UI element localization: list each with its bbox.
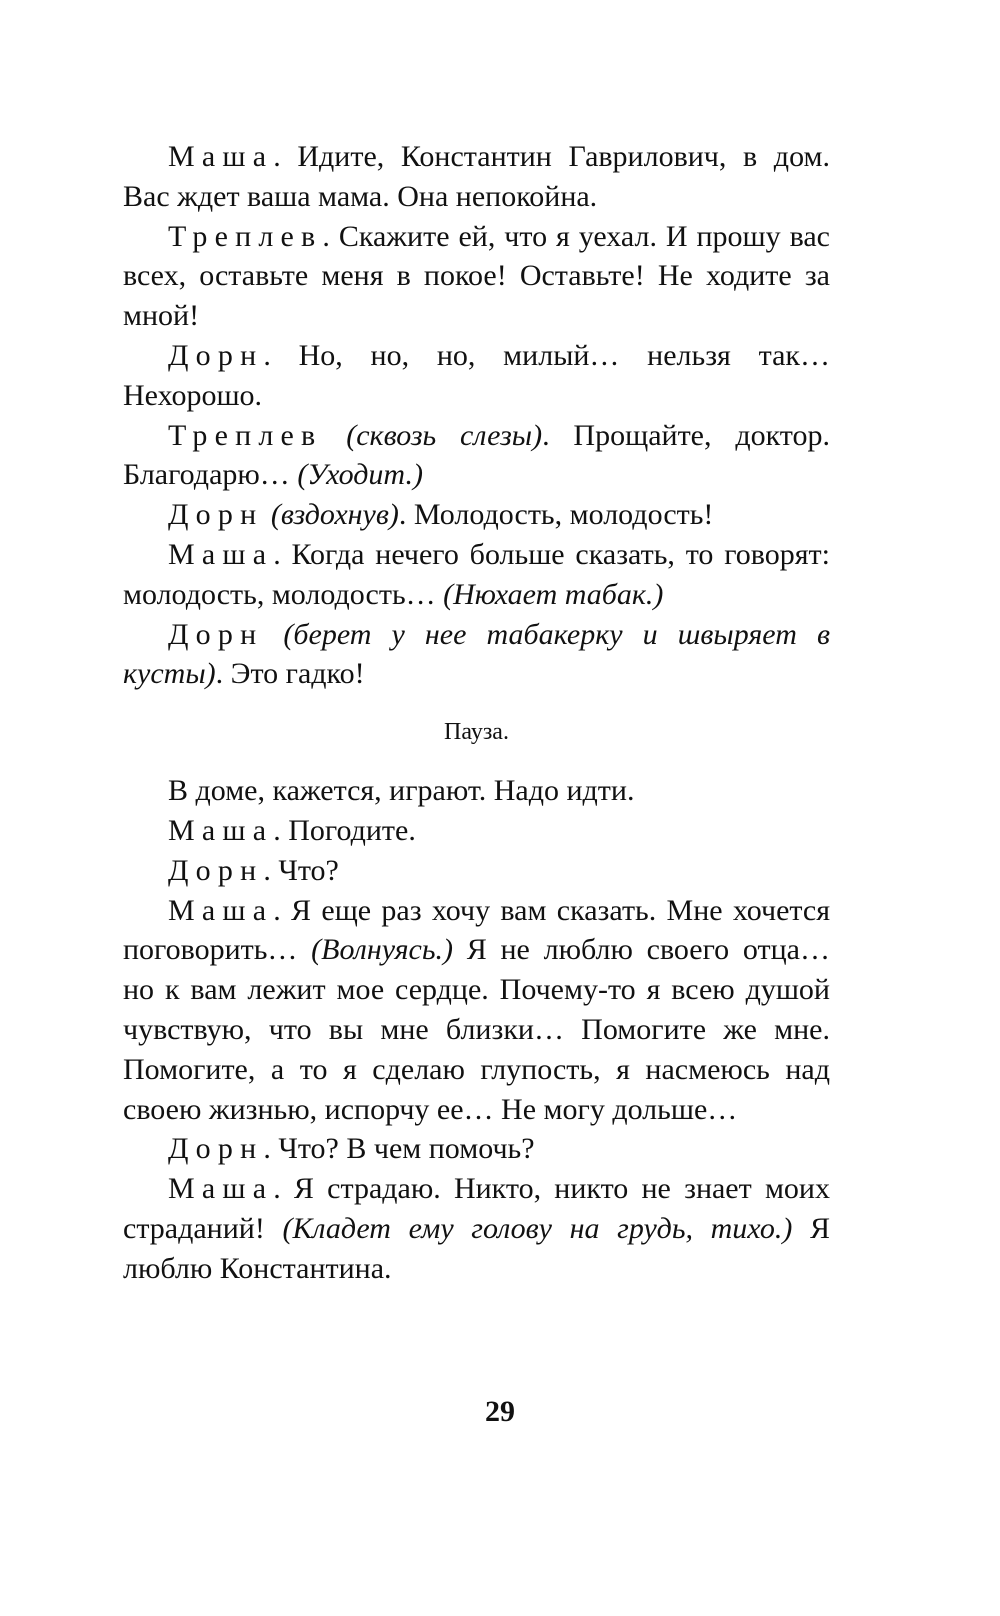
page-number: 29 (485, 1395, 515, 1428)
speaker-name: Маша (168, 813, 274, 847)
speech-text: . Я страдаю. Никто, никто не знает моих страданий! (123, 1172, 830, 1245)
speaker-name: Маша (168, 537, 274, 571)
stage-direction: (Уходит.) (297, 458, 423, 492)
speech-text (322, 419, 346, 452)
speaker-name: Треплев (168, 219, 323, 253)
speaker-name: Маша (168, 893, 274, 927)
dialogue-paragraph (123, 336, 830, 416)
speaker-name: Маша (168, 1172, 274, 1206)
stage-direction-pause (123, 694, 830, 771)
page-text (123, 137, 830, 1289)
speech-text: . Я еще раз хочу вам сказать. Мне хочется поговорить… (123, 893, 830, 967)
dialogue-paragraph (123, 811, 830, 851)
stage-direction: (сквозь слезы) (346, 418, 543, 452)
speaker-name: Дорн (168, 498, 264, 532)
speech-text: . Когда нечего больше сказать, то говорят: молодость, молодость… (123, 537, 830, 611)
stage-direction: (вздохнув) (270, 498, 399, 532)
speech-text: . Но, но, но, милый… нельзя так… Нехорошо. (123, 338, 830, 412)
speech-text: . Погодите. (273, 813, 416, 847)
speaker-name: Дорн (168, 1132, 264, 1166)
stage-direction: (Волнуясь.) (311, 933, 453, 967)
dialogue-paragraph (123, 535, 830, 615)
dialogue-paragraph (123, 615, 830, 695)
dialogue-paragraph (123, 851, 830, 891)
speech-text: . Скажите ей, что я уехал. И прошу вас всех, оставьте меня в покое! Оставьте! Не ходите за мной! (123, 219, 830, 333)
speech-text: Я не люблю своего отца… но к вам лежит мое сердце. Почему-то я всею душой чувствую, что вы мне близки… Помогите же мне. Помогите, а то я сделаю глупость, я насмеюсь над своею жизнью, испорчу ее… Не могу дольше… (123, 933, 830, 1126)
speech-text: . Молодость, молодость! (398, 498, 714, 532)
dialogue-paragraph (123, 891, 830, 1130)
speaker-name: Дорн (168, 617, 264, 651)
dialogue-paragraph (123, 416, 830, 496)
speech-text (263, 618, 283, 651)
speaker-name: Дорн (168, 853, 264, 887)
stage-direction: (берет у нее табакерку и швыряет в кусты) (123, 617, 830, 691)
dialogue-paragraph (123, 217, 830, 336)
dialogue-paragraph (123, 771, 830, 811)
dialogue-paragraph (123, 137, 830, 217)
stage-direction: (Кладет ему голову на грудь, тихо.) (282, 1211, 793, 1245)
dialogue-paragraph (123, 1129, 830, 1169)
dialogue-paragraph (123, 495, 830, 535)
stage-direction: (Нюхает табак.) (443, 577, 664, 611)
speech-text: . Прощайте, доктор. Благодарю… (123, 418, 830, 492)
pause-text: Пауза. (444, 719, 509, 746)
speech-text: . Что? (263, 853, 339, 887)
speech-text: . Это гадко! (215, 657, 365, 691)
speech-text (263, 498, 271, 531)
speaker-name: Дорн (168, 338, 264, 372)
dialogue-paragraph (123, 1169, 830, 1288)
speech-text: Я люблю Константина. (123, 1211, 831, 1285)
speech-text: . Идите, Константин Гаврилович, в дом. Вас ждет ваша мама. Она непокойна. (123, 140, 830, 213)
speech-text: В доме, кажется, играют. Надо идти. (168, 774, 635, 808)
speaker-name: Маша (168, 140, 274, 173)
speaker-name: Треплев (168, 418, 323, 452)
speech-text: . Что? В чем помочь? (263, 1132, 535, 1166)
